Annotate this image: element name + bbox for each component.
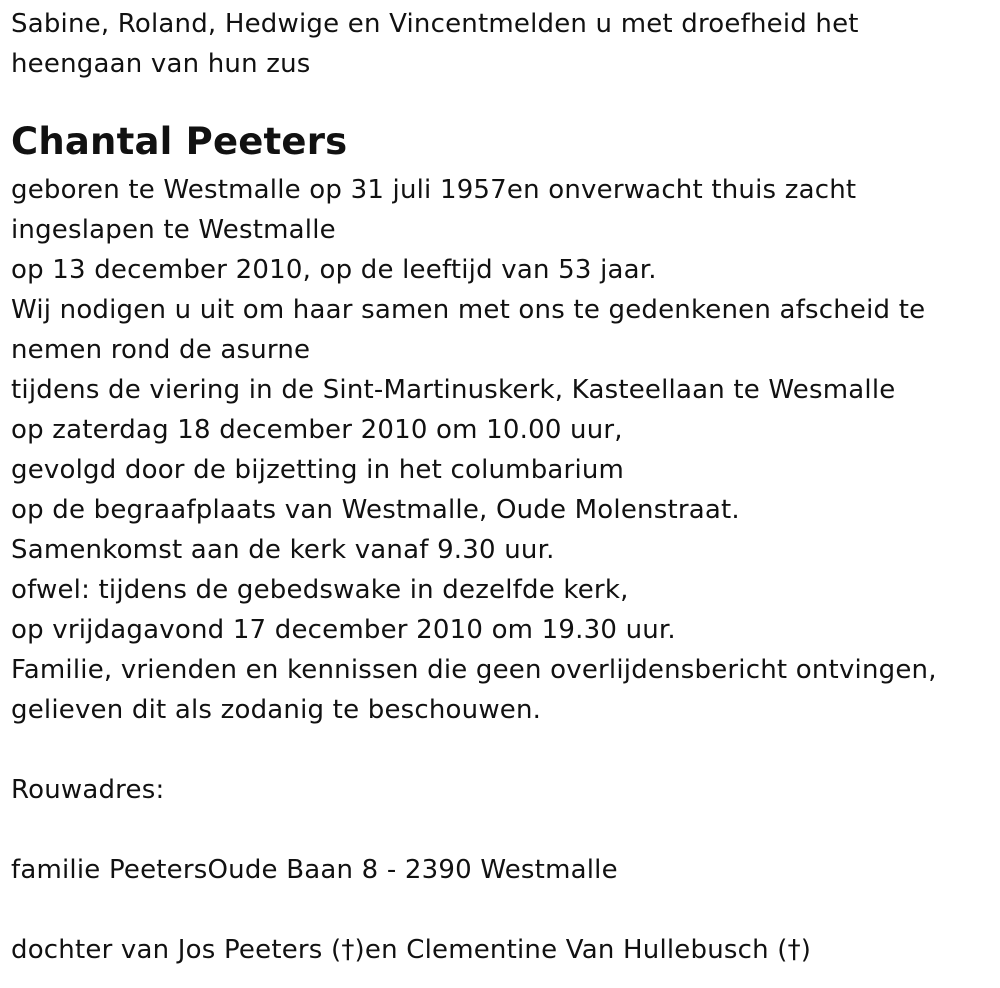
deceased-name-heading: Chantal Peeters: [11, 120, 348, 163]
spacer: [11, 730, 991, 770]
body-line: Familie, vrienden en kennissen die geen overlijdensbericht ontvingen,: [11, 655, 937, 685]
body-line: Wij nodigen u uit om haar samen met ons te gedenkenen afscheid te: [11, 295, 926, 325]
body-line: ofwel: tijdens de gebedswake in dezelfde kerk,: [11, 575, 629, 605]
body-line: nemen rond de asurne: [11, 335, 311, 365]
body-line: Samenkomst aan de kerk vanaf 9.30 uur.: [11, 535, 555, 565]
body-line: op de begraafplaats van Westmalle, Oude Molenstraat.: [11, 495, 740, 525]
obituary-body: [11, 170, 991, 730]
address-label: Rouwadres:: [11, 775, 165, 805]
obituary-document: [11, 4, 991, 970]
parents-line: dochter van Jos Peeters (†)en Clementine Van Hullebusch (†): [11, 935, 812, 965]
body-line: tijdens de viering in de Sint-Martinuskerk, Kasteellaan te Wesmalle: [11, 375, 896, 405]
spacer: [11, 810, 991, 850]
body-line: gelieven dit als zodanig te beschouwen.: [11, 695, 542, 725]
body-line: op 13 december 2010, op de leeftijd van 53 jaar.: [11, 255, 657, 285]
intro-line-1: Sabine, Roland, Hedwige en Vincentmelden u met droefheid het: [11, 9, 859, 39]
address-line: familie PeetersOude Baan 8 - 2390 Westmalle: [11, 855, 618, 885]
body-line: ingeslapen te Westmalle: [11, 215, 336, 245]
body-line: gevolgd door de bijzetting in het columbarium: [11, 455, 625, 485]
spacer: [11, 890, 991, 930]
body-line: geboren te Westmalle op 31 juli 1957en onverwacht thuis zacht: [11, 175, 857, 205]
body-line: op zaterdag 18 december 2010 om 10.00 uur,: [11, 415, 623, 445]
body-line: op vrijdagavond 17 december 2010 om 19.30 uur.: [11, 615, 676, 645]
intro-line-2: heengaan van hun zus: [11, 49, 311, 79]
